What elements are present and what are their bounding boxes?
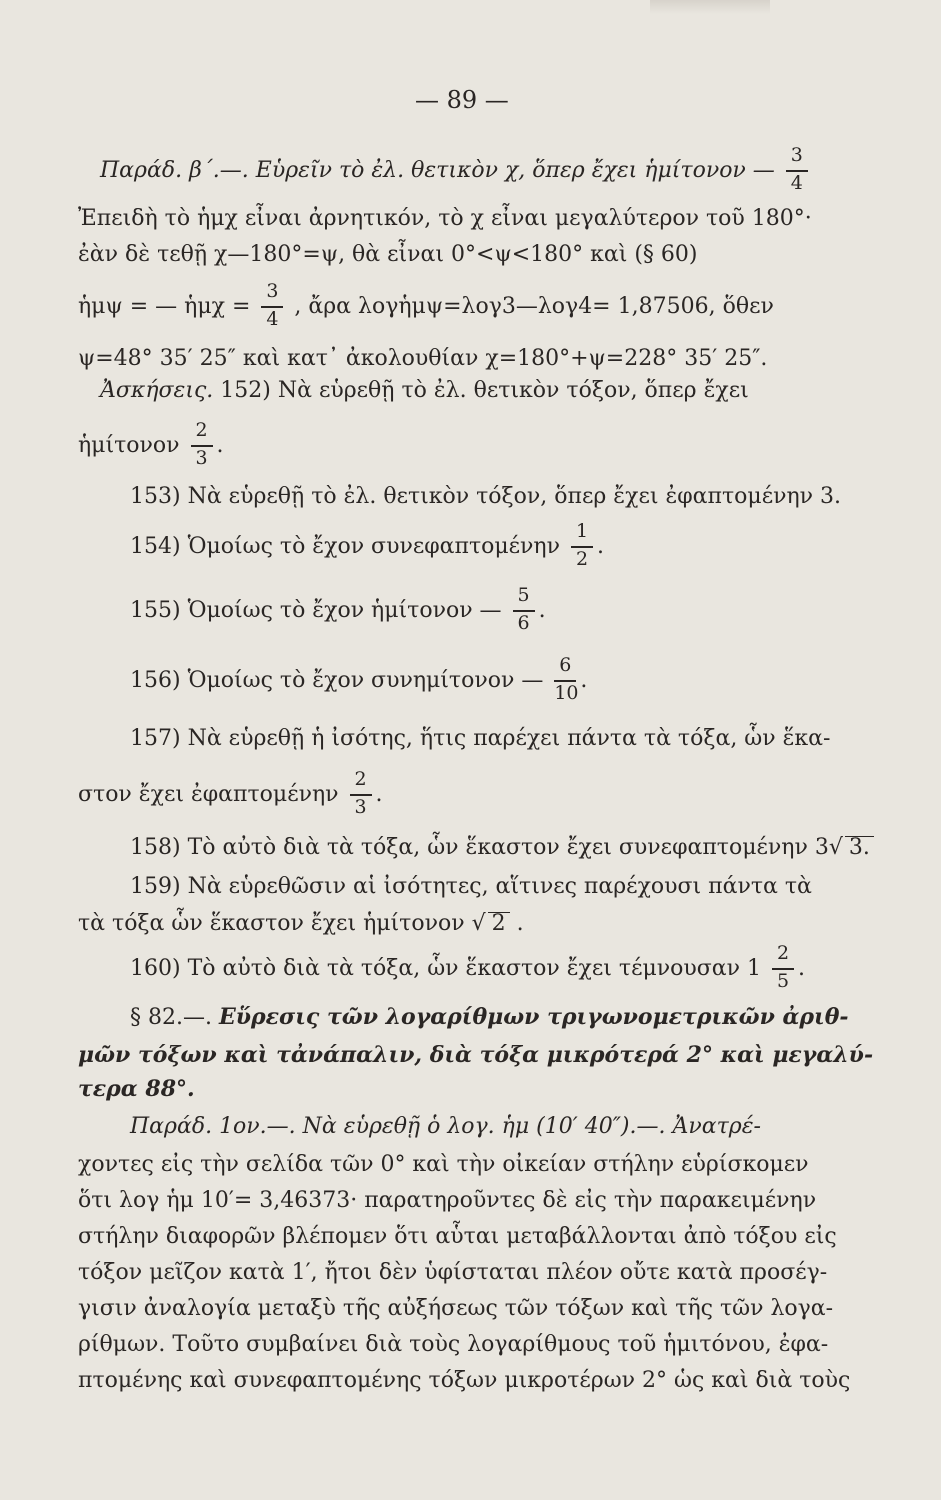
exercise-159: 159) Νὰ εὑρεθῶσιν αἱ ἰσότητες, αἵτινες παρέχουσι πάντα τὰ <box>130 874 812 899</box>
page-smudge <box>650 0 770 14</box>
fraction: $\frac{1}{2}$ <box>571 536 593 558</box>
exercise-152: Ἀσκήσεις. 152) Νὰ εὑρεθῇ τὸ ἐλ. θετικὸν τόξον, ὅπερ ἔχει <box>100 378 749 403</box>
fraction: $\frac{2}{3}$ <box>191 435 213 457</box>
fraction: $\frac{2}{3}$ <box>350 784 372 806</box>
text-line: τόξον μεῖζον κατὰ 1′, ἤτοι δὲν ὑφίσταται πλέον οὔτε κατὰ προσέγ- <box>78 1260 828 1285</box>
fraction: $\frac{2}{5}$ <box>772 958 794 980</box>
text-line: Ἐπειδὴ τὸ ἡμχ εἶναι ἀρνητικόν, τὸ χ εἶναι μεγαλύτερον τοῦ 180°· <box>78 206 812 231</box>
text-line: χοντες εἰς τὴν σελίδα τῶν 0° καὶ τὴν οἰκείαν στήλην εὑρίσκομεν <box>78 1152 809 1177</box>
text-line: πτομένης καὶ συνεφαπτομένης τόξων μικροτέρων 2° ὡς καὶ διὰ τοὺς <box>78 1368 851 1393</box>
example-2-text: Εὑρεῖν τὸ ἐλ. θετικὸν χ, ὅπερ ἔχει ἡμίτονον — <box>255 158 775 183</box>
text-line: ἐὰν δὲ τεθῇ χ—180°=ψ, θὰ εἶναι 0°<ψ<180° καὶ (§ 60) <box>78 242 698 267</box>
exercise-159-cont: τὰ τόξα ὧν ἕκαστον ἔχει ἡμίτονον √ 2 . <box>78 911 524 936</box>
exercise-153: 153) Νὰ εὑρεθῇ τὸ ἐλ. θετικὸν τόξον, ὅπερ ἔχει ἐφαπτομένην 3. <box>130 484 842 509</box>
exercise-157-cont: στον ἔχει ἐφαπτομένην $\frac{2}{3}$ . <box>78 768 383 818</box>
text-line: στήλην διαφορῶν βλέπομεν ὅτι αὗται μεταβάλλονται ἀπὸ τόξου εἰς <box>78 1224 837 1249</box>
exercise-152-cont: ἡμίτονον $\frac{2}{3}$ . <box>78 419 224 469</box>
section-82-heading: § 82.—. Εὕρεσις τῶν λογαρίθμων τριγωνομετρικῶν ἀριθ- <box>130 1004 849 1030</box>
section-82-heading-cont: μῶν τόξων καὶ τἀνάπαλιν, διὰ τόξα μικρότερά 2° καὶ μεγαλύ- <box>78 1042 874 1068</box>
text-line: ὅτι λογ ἡμ 10′= 3,46373· παρατηροῦντες δὲ εἰς τὴν παρακειμένην <box>78 1188 817 1213</box>
exercise-154: 154) Ὁμοίως τὸ ἔχον συνεφαπτομένην $\frac{1}{2}$ . <box>130 520 604 570</box>
fraction: $\frac{3}{4}$ <box>261 296 283 318</box>
page-number: — 89 — <box>415 86 509 114</box>
exercise-157: 157) Νὰ εὑρεθῇ ἡ ἰσότης, ἥτις παρέχει πάντα τὰ τόξα, ὧν ἕκα- <box>130 726 831 751</box>
exercise-160: 160) Τὸ αὐτὸ διὰ τὰ τόξα, ὧν ἕκαστον ἔχει τέμνουσαν 1 $\frac{2}{5}$ . <box>130 942 806 992</box>
fraction: $\frac{3}{4}$ <box>786 160 808 182</box>
section-82-heading-cont: τερα 88°. <box>78 1076 195 1102</box>
exercise-156: 156) Ὁμοίως τὸ ἔχον συνημίτονον — $\frac{6}{10}$ . <box>130 654 588 704</box>
fraction: $\frac{5}{6}$ <box>513 600 535 622</box>
text-line: ρίθμων. Τοῦτο συμβαίνει διὰ τοὺς λογαρίθμους τοῦ ἡμιτόνου, ἐφα- <box>78 1332 829 1357</box>
exercise-155: 155) Ὁμοίως τὸ ἔχον ἡμίτονον — $\frac{5}{6}$ . <box>130 584 546 634</box>
equation-line: ἡμψ = — ἡμχ = $\frac{3}{4}$ , ἄρα λογἡμψ=λογ3—λογ4= 1,87506, ὅθεν <box>78 280 774 330</box>
exercises-label: Ἀσκήσεις. <box>100 378 214 403</box>
fraction: $\frac{6}{10}$ <box>554 654 579 704</box>
example-1-line: Παράδ. 1ον.—. Νὰ εὑρεθῇ ὁ λογ. ἡμ (10′ 40″).—. Ἀνατρέ- <box>130 1114 761 1139</box>
text-line: γισιν ἀναλογία μεταξὺ τῆς αὐξήσεως τῶν τόξων καὶ τῆς τῶν λογα- <box>78 1296 834 1321</box>
example-2-label: Παράδ. β΄.—. <box>100 158 249 183</box>
example-2-line <box>100 144 812 194</box>
exercise-158: 158) Τὸ αὐτὸ διὰ τὰ τόξα, ὧν ἕκαστον ἔχει συνεφαπτομένην 3√ 3. <box>130 836 874 859</box>
text-line: ψ=48° 35′ 25″ καὶ κατ᾽ ἀκολουθίαν χ=180°+ψ=228° 35′ 25″. <box>78 346 768 371</box>
